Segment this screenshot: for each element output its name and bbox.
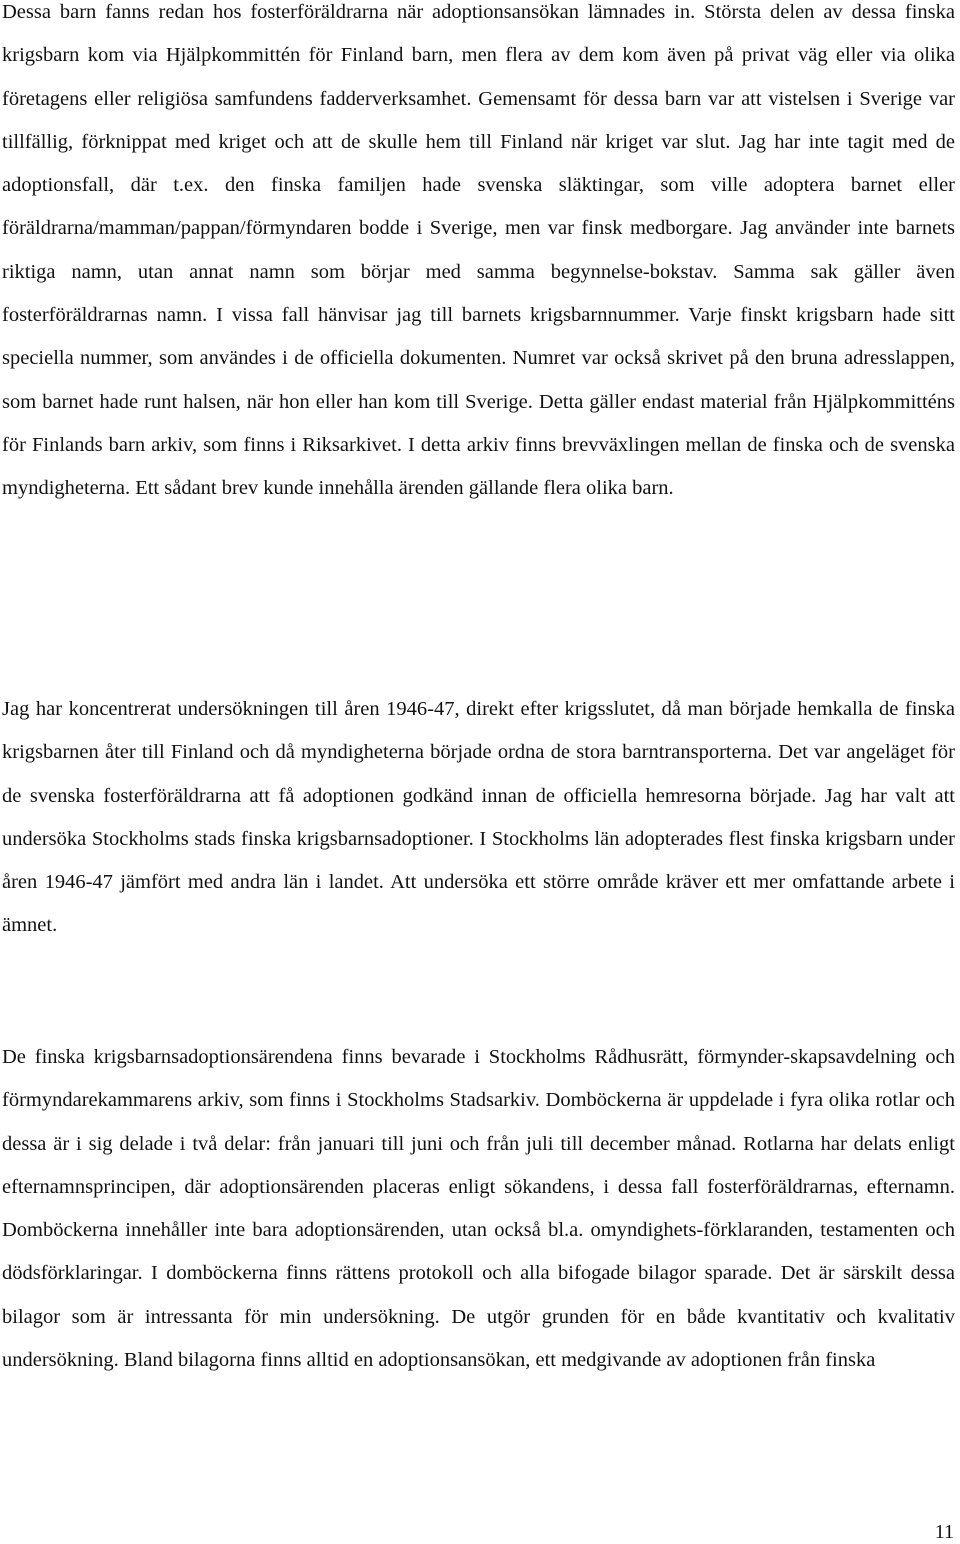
body-paragraph: De finska krigsbarnsadoptionsärendena finns bevarade i Stockholms Rådhusrätt, förmynder-skapsavdelning och förmyndarekammarens arkiv, som finns i Stockholms Stadsarkiv. Domböckerna är uppdelade i fyra olika rotlar och dessa är i sig delade i två delar: från januari till juni och från juli till december månad. Rotlarna har delats enligt efternamnsprincipen, där adoptionsärenden placeras enligt sökandens, i dessa fall fosterföräldrarnas, efternamn. Domböckerna innehåller inte bara adoptionsärenden, utan också bl.a. omyndighets-förklaranden, testamenten och dödsförklaringar. I domböckerna finns rättens protokoll och alla bifogade bilagor sparade. Det är särskilt dessa bilagor som är intressanta för min undersökning. De utgör grunden för en både kvantitativ och kvalitativ undersökning. Bland bilagorna finns alltid en adoptionsansökan, ett medgivande av adoptionen från finska: [2, 1046, 955, 1372]
page-number: 11: [934, 1521, 954, 1543]
body-paragraph: Jag har koncentrerat undersökningen till åren 1946-47, direkt efter krigsslutet, då man började hemkalla de finska krigsbarnen åter till Finland och då myndigheterna började ordna de stora barntransporterna. Det var angeläget för de svenska fosterföräldrarna att få adoptionen godkänd innan de officiella hemresorna började. Jag har valt att undersöka Stockholms stads finska krigsbarnsadoptioner. I Stockholms län adopterades flest finska krigsbarn under åren 1946-47 jämfört med andra län i landet. Att undersöka ett större område kräver ett mer omfattande arbete i ämnet.: [2, 698, 955, 937]
body-paragraph: Dessa barn fanns redan hos fosterföräldrarna när adoptionsansökan lämnades in. Största delen av dessa finska krigsbarn kom via Hjälpkommittén för Finland barn, men flera av dem kom även på privat väg eller via olika företagens eller religiösa samfundens fadderverksamhet. Gemensamt för dessa barn var att vistelsen i Sverige var tillfällig, förknippat med kriget och att de skulle hem till Finland när kriget var slut. Jag har inte tagit med de adoptionsfall, där t.ex. den finska familjen hade svenska släktingar, som ville adoptera barnet eller föräldrarna/mamman/pappan/förmyndaren bodde i Sverige, men var finsk medborgare. Jag använder inte barnets riktiga namn, utan annat namn som börjar med samma begynnelse-bokstav. Samma sak gäller även fosterföräldrarnas namn. I vissa fall hänvisar jag till barnets krigsbarnnummer. Varje finskt krigsbarn hade sitt speciella nummer, som användes i de officiella dokumenten. Numret var också skrivet på den bruna adresslappen, som barnet hade runt halsen, när hon eller han kom till Sverige. Detta gäller endast material från Hjälpkommitténs för Finlands barn arkiv, som finns i Riksarkivet. I detta arkiv finns brevväxlingen mellan de finska och de svenska myndigheterna. Ett sådant brev kunde innehålla ärenden gällande flera olika barn.: [2, 1, 955, 500]
